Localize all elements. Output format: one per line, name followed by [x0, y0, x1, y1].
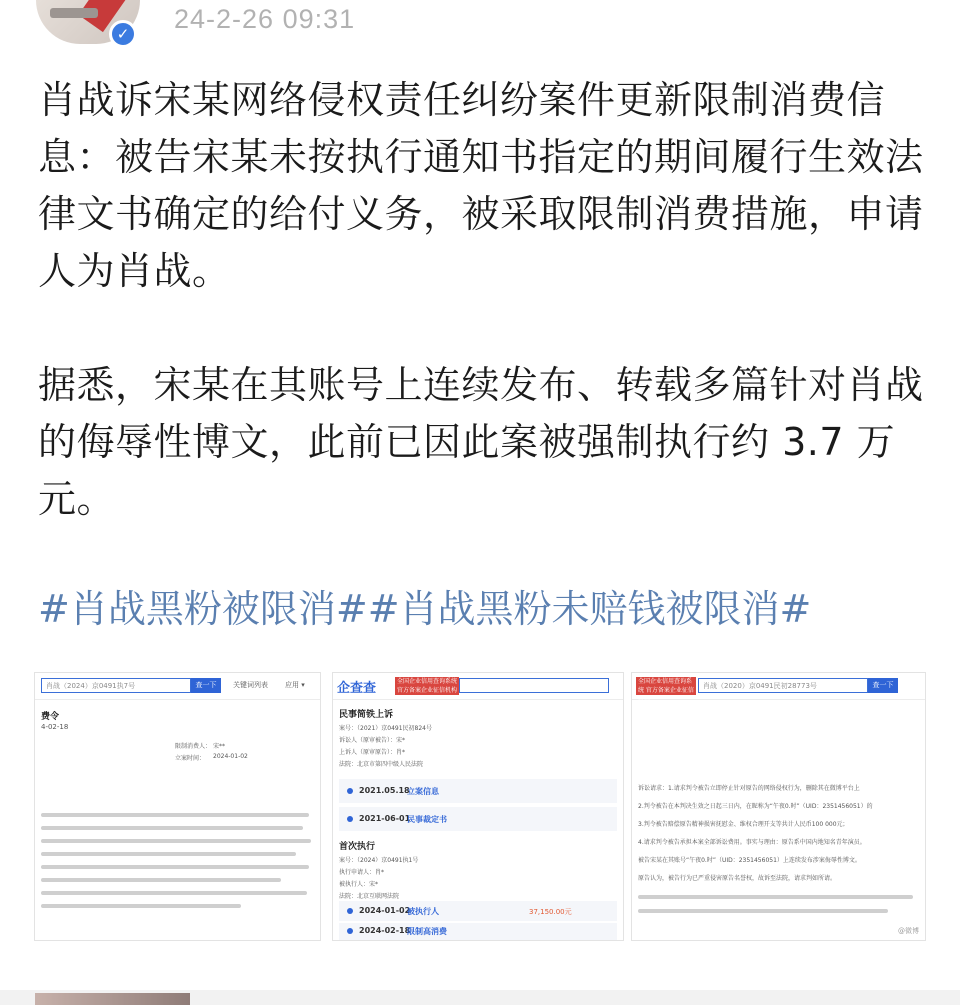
party-info: 执行申请人：肖*: [339, 869, 385, 876]
search-button: 查一下: [868, 678, 898, 693]
next-post-image[interactable]: [35, 993, 190, 1005]
party-info: 上诉人（原审原告）：肖*: [339, 749, 406, 756]
timeline-row: [339, 901, 617, 921]
document-line: 4.请求判令被告承担本案全部诉讼费用。事实与理由：原告系中国内地知名青年演员。: [638, 839, 866, 846]
field-value: 2024-01-02: [213, 753, 248, 760]
case-number: 案号：（2021）京0491民初824号: [339, 725, 432, 732]
timeline-row: [339, 779, 617, 803]
event-date: 2021.05.18: [359, 786, 410, 795]
avatar-bar: [50, 8, 98, 18]
search-input: [459, 678, 609, 693]
document-text-line: [638, 909, 888, 913]
hashtag-link[interactable]: #肖战黑粉被限消#: [38, 587, 368, 631]
document-text-line: [41, 852, 296, 856]
hashtag-link[interactable]: #肖战黑粉未赔钱被限消#: [367, 587, 812, 631]
doc-date: 4-02-18: [41, 723, 69, 731]
timeline-dot: [347, 928, 353, 934]
timeline-dot: [347, 908, 353, 914]
official-badge: 全国企业信用查询系统 官方备案企业征信机构: [636, 677, 696, 695]
document-line: 原告认为，被告行为已严重侵害原告名誉权，故诉至法院，请求判如所请。: [638, 875, 837, 882]
post-header: [0, 0, 960, 52]
post-paragraph-2: 据悉，宋某在其账号上连续发布、转载多篇针对肖战的侮辱性博文，此前已因此案被强制执行约 3.7 万元。: [38, 363, 924, 521]
keyword-link: 关键词列表: [233, 681, 268, 689]
document-text-line: [41, 878, 281, 882]
watermark: @微博: [898, 927, 919, 935]
attached-image-1[interactable]: [35, 673, 320, 940]
doc-heading: 费令: [41, 712, 60, 722]
amount: 37,150.00元: [529, 908, 572, 916]
section-title: 民事简铁上诉: [339, 710, 394, 720]
event-date: 2024-02-18: [359, 926, 411, 935]
attached-image-2[interactable]: [333, 673, 623, 940]
apps-link: 应用 ▾: [285, 681, 305, 689]
field-value: 宋**: [213, 743, 226, 750]
timeline-row: [339, 807, 617, 831]
document-text-line: [41, 865, 309, 869]
verified-icon: ✓: [109, 20, 137, 48]
document-text-line: [638, 895, 913, 899]
party-info: 被执行人：宋*: [339, 881, 379, 888]
event-tag: 立案信息: [407, 787, 439, 796]
timeline-dot: [347, 816, 353, 822]
site-topbar: [333, 673, 623, 700]
qcc-logo: 企查查: [337, 681, 377, 696]
event-tag: 被执行人: [407, 907, 439, 916]
document-line: 被告宋某在其账号“午夜0.时”（UID：2351456051）上连续发布涉案侮辱性博文。: [638, 857, 861, 864]
hashtag-row: [38, 581, 811, 638]
event-date: 2021-06-01: [359, 814, 411, 823]
document-text-line: [41, 813, 309, 817]
field-label: 立案时间：: [175, 755, 206, 762]
event-date: 2024-01-02: [359, 906, 411, 915]
search-input: 肖战（2020）京0491民初28773号: [698, 678, 868, 693]
document-text-line: [41, 826, 303, 830]
court-info: 法院：北京互联网法院: [339, 893, 400, 900]
event-tag: 民事裁定书: [407, 815, 447, 824]
document-text-line: [41, 904, 241, 908]
event-tag: 限制高消费: [407, 927, 447, 936]
document-text-line: [41, 839, 311, 843]
timeline-row: [339, 923, 617, 940]
document-text-line: [41, 891, 307, 895]
document-line: 诉讼请求：1.请求判令被告立即停止针对原告的网络侵权行为，删除其在微博平台上: [638, 785, 860, 792]
site-topbar: [632, 673, 925, 703]
party-info: 诉讼人（原审被告）：宋*: [339, 737, 406, 744]
timeline-dot: [347, 788, 353, 794]
document-line: 2.判令被告在本判决生效之日起三日内，在昵称为“午夜0.时”（UID：2351456051）的: [638, 803, 873, 810]
official-badge: 全国企业信用查询系统 官方备案企业征信机构: [397, 678, 458, 694]
document-line: 3.判令被告赔偿原告精神损害抚慰金、维权合理开支等共计人民币100 000元；: [638, 821, 849, 828]
search-input: 肖战（2024）京0491执7号: [41, 678, 191, 693]
field-label: 限制消费人：: [175, 743, 212, 750]
post-timestamp: 24-2-26 09:31: [174, 4, 356, 34]
site-topbar: [35, 673, 320, 700]
case-number: 案号：（2024）京0491执1号: [339, 857, 419, 864]
post-paragraph-1: 肖战诉宋某网络侵权责任纠纷案件更新限制消费信息：被告宋某未按执行通知书指定的期间履行生效法律文书确定的给付义务，被采取限制消费措施，申请人为肖战。: [38, 78, 924, 293]
court-info: 法院：北京市第四中级人民法院: [339, 761, 424, 768]
search-button: 查一下: [191, 678, 221, 693]
section-title: 首次执行: [339, 842, 376, 852]
attached-image-3[interactable]: [632, 673, 925, 940]
